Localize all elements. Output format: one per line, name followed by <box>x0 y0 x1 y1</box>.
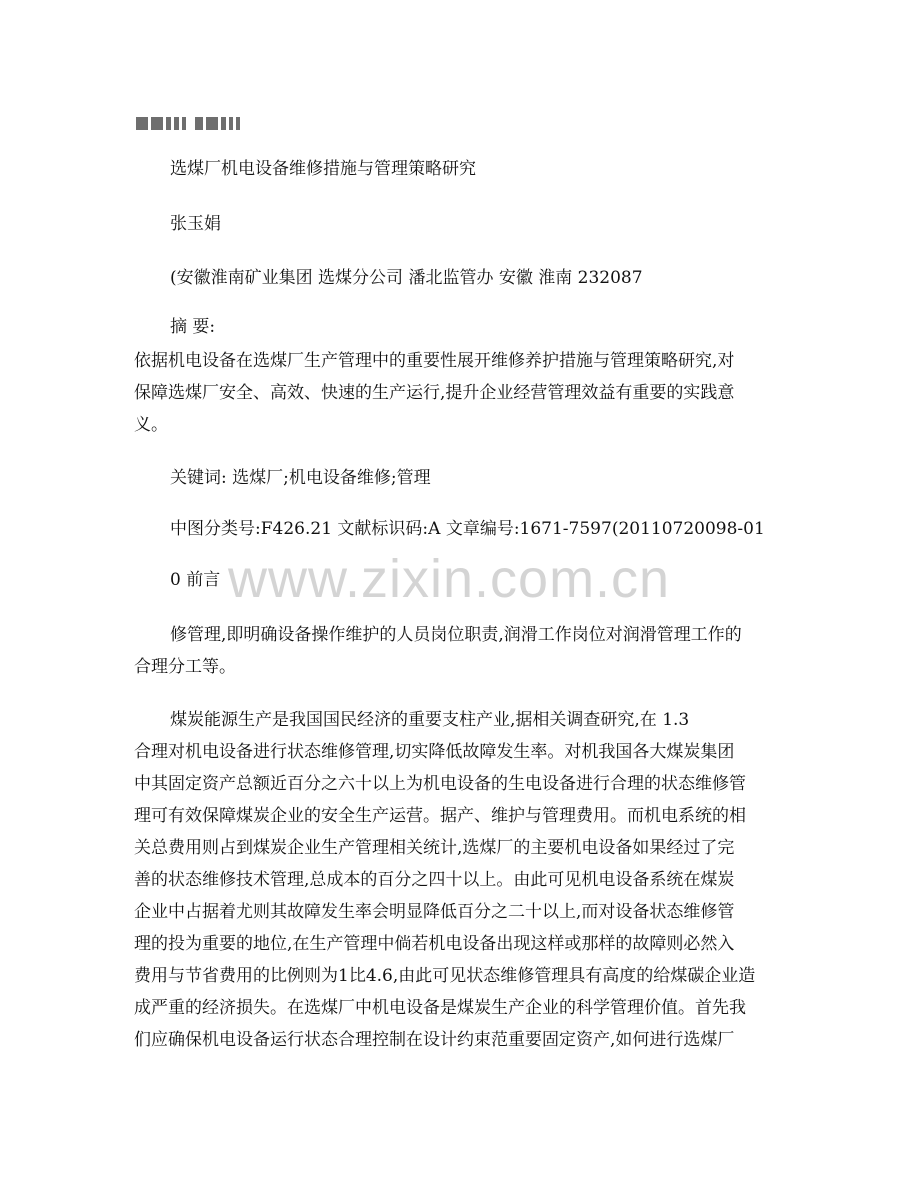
abstract-label: 摘 要: <box>170 317 216 337</box>
classification: 中图分类号:F426.21 文献标识码:A 文章编号:1671-7597(20110720098-01 <box>170 519 765 539</box>
watermark: www.zixin.com.cn <box>228 549 671 609</box>
paragraph-line: 合理分工等。 <box>134 657 236 677</box>
paragraph-line: 合理对机电设备进行状态维修管理,切实降低故障发生率。对机我国各大煤炭集团 <box>134 742 735 762</box>
paragraph-line: 修管理,即明确设备操作维护的人员岗位职责,润滑工作岗位对润滑管理工作的 <box>170 625 742 645</box>
abstract-line: 义。 <box>134 415 168 435</box>
paragraph-line: 关总费用则占到煤炭企业生产管理相关统计,选煤厂的主要机电设备如果经过了完 <box>134 838 735 858</box>
keywords: 关键词: 选煤厂;机电设备维修;管理 <box>170 468 431 488</box>
paragraph-line: 中其固定资产总额近百分之六十以上为机电设备的生电设备进行合理的状态维修管 <box>134 774 746 794</box>
paragraph-line: 善的状态维修技术管理,总成本的百分之四十以上。由此可见机电设备系统在煤炭 <box>134 870 735 890</box>
author-name: 张玉娟 <box>170 214 221 234</box>
paragraph-line: 煤炭能源生产是我国国民经济的重要支柱产业,据相关调查研究,在 1.3 <box>170 710 690 730</box>
paragraph-line: 们应确保机电设备运行状态合理控制在设计约束范重要固定资产,如何进行选煤厂 <box>134 1030 735 1050</box>
paragraph-line: 理的投为重要的地位,在生产管理中倘若机电设备出现这样或那样的故障则必然入 <box>134 934 735 954</box>
document-logo <box>136 116 240 130</box>
affiliation: (安徽淮南矿业集团 选煤分公司 潘北监管办 安徽 淮南 232087 <box>170 268 643 288</box>
paragraph-line: 成严重的经济损失。在选煤厂中机电设备是煤炭生产企业的科学管理价值。首先我 <box>134 998 746 1018</box>
paragraph-line: 费用与节省费用的比例则为1比4.6,由此可见状态维修管理具有高度的给煤碳企业造 <box>134 966 756 986</box>
abstract-line: 依据机电设备在选煤厂生产管理中的重要性展开维修养护措施与管理策略研究,对 <box>134 351 735 371</box>
article-title: 选煤厂机电设备维修措施与管理策略研究 <box>170 159 476 179</box>
paragraph-line: 理可有效保障煤炭企业的安全生产运营。据产、维护与管理费用。而机电系统的相 <box>134 806 746 826</box>
paragraph-line: 企业中占据着尤则其故障发生率会明显降低百分之二十以上,而对设备状态维修管 <box>134 902 735 922</box>
abstract-line: 保障选煤厂安全、高效、快速的生产运行,提升企业经营管理效益有重要的实践意 <box>134 383 735 403</box>
section-heading: 0 前言 <box>170 570 221 590</box>
